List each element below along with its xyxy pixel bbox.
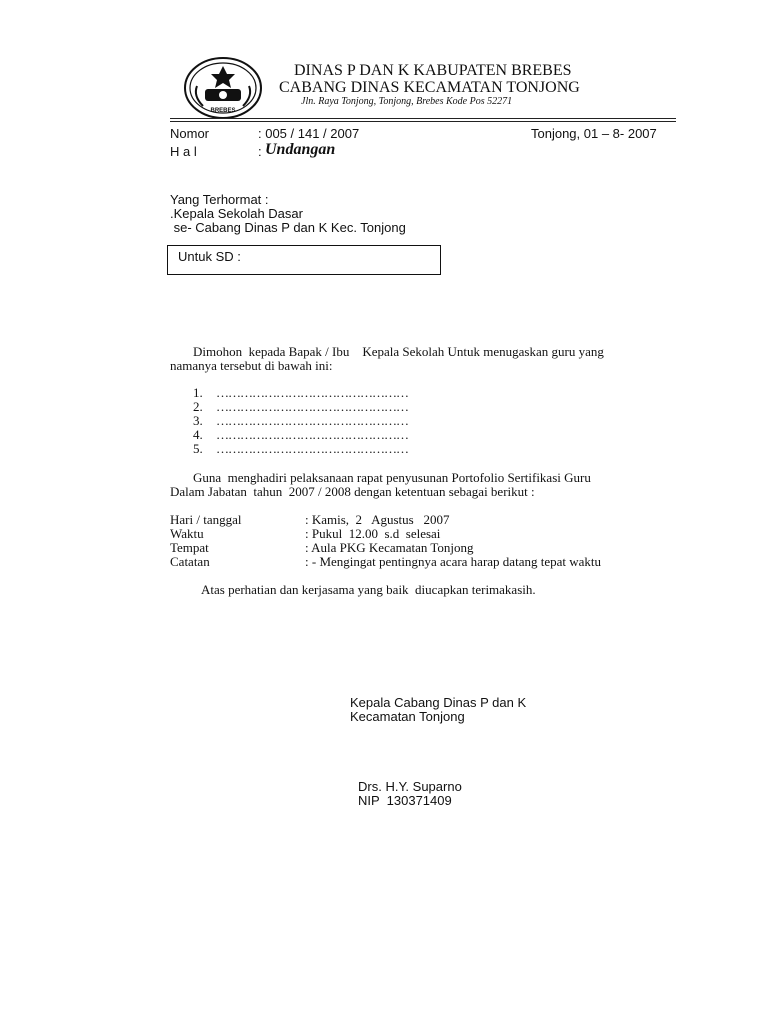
- list-item-5-number: 5.: [193, 441, 203, 456]
- list-item-4-dots: …………………………………………: [216, 427, 408, 442]
- paragraph-1-line2: namanya tersebut di bawah ini:: [170, 358, 333, 373]
- recipient-line3: se- Cabang Dinas P dan K Kec. Tonjong: [170, 220, 406, 235]
- hal-value: Undangan: [265, 141, 336, 158]
- list-item-5-dots: …………………………………………: [216, 441, 408, 456]
- signature-title-line2: Kecamatan Tonjong: [350, 709, 465, 724]
- detail-label-waktu: Waktu: [170, 526, 204, 541]
- recipient-line2: .Kepala Sekolah Dasar: [170, 206, 303, 221]
- detail-label-tempat: Tempat: [170, 540, 209, 555]
- signature-nip: NIP 130371409: [358, 793, 452, 808]
- list-item-3-number: 3.: [193, 413, 203, 428]
- header-title-line1: DINAS P DAN K KABUPATEN BREBES: [294, 62, 572, 79]
- signature-title-line1: Kepala Cabang Dinas P dan K: [350, 695, 527, 710]
- detail-value-waktu: : Pukul 12.00 s.d selesai: [305, 526, 441, 541]
- list-item-1-dots: …………………………………………: [216, 385, 408, 400]
- list-item-4-number: 4.: [193, 427, 203, 442]
- paragraph-1-line1: Dimohon kepada Bapak / Ibu Kepala Sekolah Untuk menugaskan guru yang: [193, 344, 604, 359]
- list-item-2-dots: …………………………………………: [216, 399, 408, 414]
- header-rule-top: [170, 118, 676, 119]
- detail-label-catatan: Catatan: [170, 554, 210, 569]
- nomor-value: : 005 / 141 / 2007: [258, 126, 360, 141]
- untuk-sd-box: [167, 245, 441, 275]
- dinas-logo: [183, 56, 263, 120]
- recipient-line1: Yang Terhormat :: [170, 192, 269, 207]
- detail-value-catatan: : - Mengingat pentingnya acara harap datang tepat waktu: [305, 554, 601, 569]
- header-rule-bottom: [170, 121, 676, 122]
- list-item-2-number: 2.: [193, 399, 203, 414]
- nomor-label: Nomor: [170, 126, 210, 141]
- hal-colon: :: [258, 144, 262, 159]
- header-title-line2: CABANG DINAS KECAMATAN TONJONG: [279, 79, 580, 96]
- list-item-3-dots: …………………………………………: [216, 413, 408, 428]
- hal-label: H a l: [170, 144, 197, 159]
- paragraph-2-line1: Guna menghadiri pelaksanaan rapat penyusunan Portofolio Sertifikasi Guru: [193, 470, 591, 485]
- detail-value-hari: : Kamis, 2 Agustus 2007: [305, 512, 450, 527]
- header-address: Jln. Raya Tonjong, Tonjong, Brebes Kode Pos 52271: [301, 96, 513, 107]
- svg-text:BREBES: BREBES: [210, 108, 236, 114]
- paragraph-2-line2: Dalam Jabatan tahun 2007 / 2008 dengan ketentuan sebagai berikut :: [170, 484, 535, 499]
- letter-date: Tonjong, 01 – 8- 2007: [531, 126, 657, 141]
- untuk-sd-label: Untuk SD :: [178, 249, 241, 264]
- list-item-1-number: 1.: [193, 385, 203, 400]
- closing-text: Atas perhatian dan kerjasama yang baik diucapkan terimakasih.: [201, 582, 536, 597]
- signature-name: Drs. H.Y. Suparno: [358, 779, 462, 794]
- detail-label-hari: Hari / tanggal: [170, 512, 242, 527]
- detail-value-tempat: : Aula PKG Kecamatan Tonjong: [305, 540, 474, 555]
